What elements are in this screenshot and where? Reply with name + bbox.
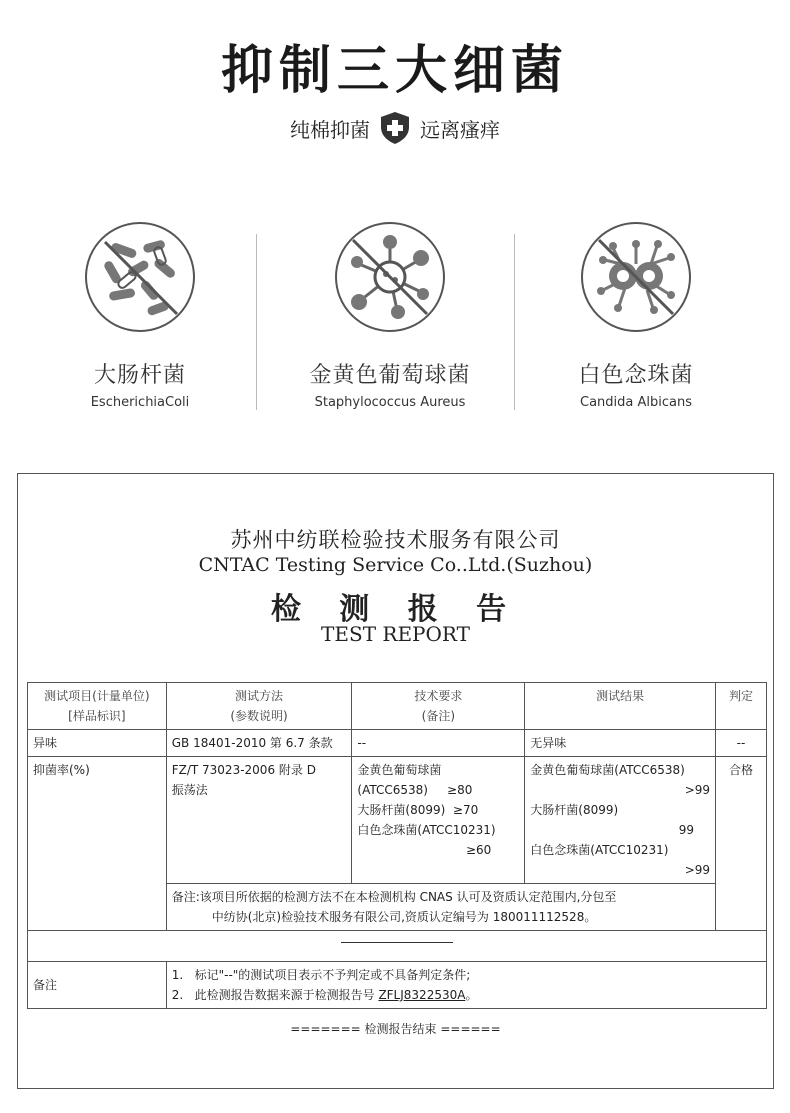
bacteria-staph xyxy=(275,220,505,410)
header-method: 测试方法 (参数说明) xyxy=(166,683,352,730)
bacteria-name-cn: 大肠杆菌 xyxy=(93,363,186,388)
table-row-separator xyxy=(28,931,767,962)
header-item: 测试项目(计量单位) [样品标识] xyxy=(28,683,167,730)
cell-method: FZ/T 73023-2006 附录 D 振荡法 xyxy=(166,757,352,884)
company-name-en: CNTAC Testing Service Co..Ltd.(Suzhou) xyxy=(198,554,593,576)
shield-icon xyxy=(378,110,412,146)
header-requirement: 技术要求 (备注) xyxy=(352,683,525,730)
report-title-cn: 检 测 报 告 xyxy=(270,592,521,627)
rod-bacteria-icon xyxy=(85,222,195,332)
cell-verdict: -- xyxy=(716,730,767,757)
tagline-left: 纯棉抑菌 xyxy=(290,117,370,142)
cell-item: 异味 xyxy=(28,730,167,757)
remarks-content: 1. 标记"--"的测试项目表示不予判定或不具备判定条件; 2. 此检测报告数据来源于检测报告号 ZFLJ8322530A。 xyxy=(166,962,766,1009)
bacteria-name-en: Candida Albicans xyxy=(580,395,692,410)
header-verdict: 判定 xyxy=(716,683,767,730)
report-title-en: TEST REPORT xyxy=(321,622,470,646)
bacteria-row xyxy=(0,220,790,420)
tagline-right: 远离瘙痒 xyxy=(420,117,500,142)
bacteria-ecoli xyxy=(25,220,255,410)
hero-title: 抑制三大细菌 xyxy=(220,40,569,101)
report-table xyxy=(27,682,767,1009)
table-row xyxy=(28,730,767,757)
table-row xyxy=(28,757,767,884)
cell-result: 金黄色葡萄球菌(ATCC6538) >99 大肠杆菌(8099) 99 白色念珠菌(ATCC10231) >99 xyxy=(525,757,716,884)
cell-verdict: 合格 xyxy=(716,757,767,931)
cell-result: 无异味 xyxy=(525,730,716,757)
test-report xyxy=(17,473,774,1089)
tagline xyxy=(0,110,790,146)
report-end-marker: ======= 检测报告结束 ====== xyxy=(290,1022,501,1036)
company-name-cn: 苏州中纺联检验技术服务有限公司 xyxy=(230,528,561,552)
divider xyxy=(341,942,453,943)
cell-requirement: -- xyxy=(352,730,525,757)
divider xyxy=(256,234,257,410)
subcontract-note: 备注:该项目所依据的检测方法不在本检测机构 CNAS 认可及资质认定范围内,分包至 中纺协(北京)检验技术服务有限公司,资质认定编号为 180011112528。 xyxy=(166,884,715,931)
bacteria-name-cn: 白色念珠菌 xyxy=(578,363,694,388)
remarks-label: 备注 xyxy=(28,962,167,1009)
coccus-bacteria-icon xyxy=(335,222,445,332)
divider xyxy=(514,234,515,410)
cell-item: 抑菌率(%) xyxy=(28,757,167,931)
bacteria-name-en: EscherichiaColi xyxy=(90,395,190,410)
table-header-row xyxy=(28,683,767,730)
bacteria-name-cn: 金黄色葡萄球菌 xyxy=(309,363,471,388)
cell-method: GB 18401-2010 第 6.7 条款 xyxy=(166,730,352,757)
table-row-remarks xyxy=(28,962,767,1009)
cell-requirement: 金黄色葡萄球菌 (ATCC6538) ≥80 大肠杆菌(8099) ≥70 白色念珠菌(ATCC10231) ≥60 xyxy=(352,757,525,884)
bacteria-name-en: Staphylococcus Aureus xyxy=(314,395,466,410)
candida-icon xyxy=(581,222,691,332)
bacteria-candida xyxy=(521,220,751,410)
header-result: 测试结果 xyxy=(525,683,716,730)
report-number: ZFLJ8322530A xyxy=(378,988,466,1002)
